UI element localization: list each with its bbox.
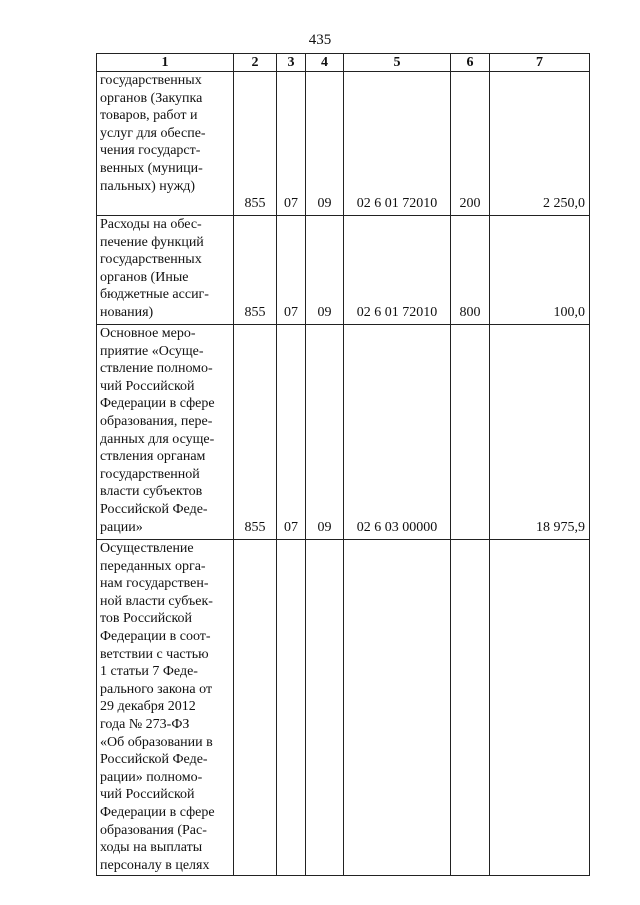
budget-table [96, 53, 590, 876]
row-col-2: 855 [234, 325, 277, 540]
header-col-7: 7 [490, 54, 590, 72]
row-col-3: 07 [277, 216, 306, 325]
header-col-6: 6 [451, 54, 490, 72]
header-col-3: 3 [277, 54, 306, 72]
row-col-7 [490, 540, 590, 876]
row-col-5: 02 6 03 00000 [344, 325, 451, 540]
header-col-1: 1 [97, 54, 234, 72]
row-name: Основное меро- приятие «Осуще- ствление полномо- чий Российской Федерации в сфере образования, пере- данных для осуще- ствления органам государственной власти субъектов Российской Феде- рации» [97, 325, 234, 540]
row-col-5: 02 6 01 72010 [344, 72, 451, 216]
row-col-7: 100,0 [490, 216, 590, 325]
row-col-5 [344, 540, 451, 876]
row-col-2: 855 [234, 216, 277, 325]
row-col-6 [451, 325, 490, 540]
header-col-2: 2 [234, 54, 277, 72]
row-col-5: 02 6 01 72010 [344, 216, 451, 325]
table-row [97, 325, 590, 540]
row-col-2: 855 [234, 72, 277, 216]
row-col-3: 07 [277, 72, 306, 216]
header-col-5: 5 [344, 54, 451, 72]
row-col-4: 09 [306, 325, 344, 540]
row-col-2 [234, 540, 277, 876]
row-name: государственных органов (Закупка товаров, работ и услуг для обеспе- чения государст- венных (муници- пальных) нужд) [97, 72, 234, 216]
table-row [97, 540, 590, 876]
header-col-4: 4 [306, 54, 344, 72]
table-row [97, 216, 590, 325]
table-row [97, 72, 590, 216]
row-col-3 [277, 540, 306, 876]
row-col-6: 200 [451, 72, 490, 216]
row-col-6: 800 [451, 216, 490, 325]
row-col-3: 07 [277, 325, 306, 540]
page-number: 435 [308, 32, 332, 48]
row-name: Расходы на обес- печение функций государственных органов (Иные бюджетные ассиг- нования) [97, 216, 234, 325]
row-col-4: 09 [306, 72, 344, 216]
row-col-4 [306, 540, 344, 876]
row-col-7: 18 975,9 [490, 325, 590, 540]
row-col-7: 2 250,0 [490, 72, 590, 216]
row-col-4: 09 [306, 216, 344, 325]
header-row [97, 54, 590, 72]
row-name: Осуществление переданных орга- нам государствен- ной власти субъек- тов Российской Федерации в соот- ветствии с частью 1 статьи 7 Феде- рального закона от 29 декабря 2012 года № 273-ФЗ «Об образовании в Российской Феде- рации» полномо- чий Российской Федерации в сфере образования (Рас- ходы на выплаты персоналу в целях [97, 540, 234, 876]
row-col-6 [451, 540, 490, 876]
